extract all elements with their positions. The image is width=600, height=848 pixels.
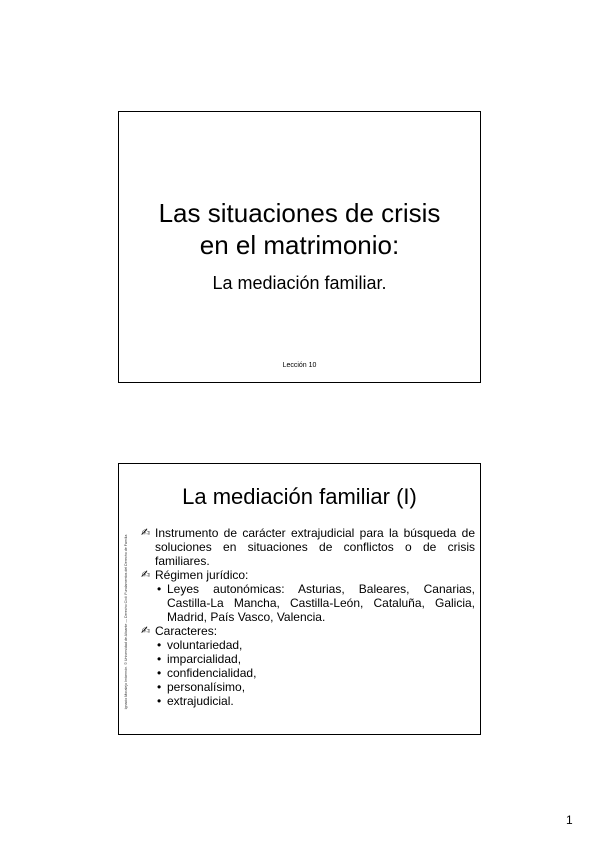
list-item-text: Régimen jurídico: <box>155 568 249 582</box>
bullet-dot: • <box>157 652 162 666</box>
list-item-text: Caracteres: <box>155 624 218 638</box>
sublist-item-text: extrajudicial. <box>167 694 234 708</box>
side-note-text: Ignacio Moralejo Imbernón. © Universidad de Alicante — Derecho Civil: Fundamentos del Derecho de Familia <box>124 534 128 710</box>
sublist-item <box>155 694 475 708</box>
sublist-item-text: imparcialidad, <box>167 652 242 666</box>
list-item <box>141 568 475 582</box>
slide-2-body <box>141 526 475 708</box>
sublist-item <box>155 666 475 680</box>
sublist-item <box>155 582 475 624</box>
slide-1-title-line-1: Las situaciones de crisis <box>158 198 441 228</box>
slide-1-title <box>119 197 480 261</box>
sublist-item-text: voluntariedad, <box>167 638 243 652</box>
bullet-dot: • <box>157 694 162 708</box>
list-item <box>141 624 475 638</box>
list-item <box>141 526 475 568</box>
slide-2 <box>118 463 481 735</box>
bullet-dot: • <box>157 638 162 652</box>
sublist-item-text: personalísimo, <box>167 680 246 694</box>
list-item-text: Instrumento de carácter extrajudicial para la búsqueda de soluciones en situaciones de conflictos o de crisis familiares. <box>155 526 475 568</box>
sublist-item-text: confidencialidad, <box>167 666 257 680</box>
bullet-dot: • <box>157 582 162 596</box>
slide-1 <box>118 111 481 383</box>
slide-1-subtitle: La mediación familiar. <box>212 273 387 293</box>
pen-icon: ✍ <box>141 625 151 637</box>
pen-icon: ✍ <box>141 527 151 539</box>
bullet-dot: • <box>157 666 162 680</box>
caracteres-sublist <box>141 638 475 708</box>
sublist-item <box>155 680 475 694</box>
slide-2-title: La mediación familiar (I) <box>182 484 417 509</box>
bullet-dot: • <box>157 680 162 694</box>
page-number: 1 <box>566 813 573 827</box>
slide-2-side-note <box>121 524 131 720</box>
pen-icon: ✍ <box>141 569 151 581</box>
regimen-sublist <box>141 582 475 624</box>
sublist-item-text: Leyes autonómicas: Asturias, Baleares, Canarias, Castilla-La Mancha, Castilla-León, Cataluña, Galicia, Madrid, País Vasco, Valencia. <box>167 582 475 624</box>
sublist-item <box>155 638 475 652</box>
slide-1-title-line-2: en el matrimonio: <box>199 230 400 260</box>
sublist-item <box>155 652 475 666</box>
slide-1-footer: Lección 10 <box>282 362 317 369</box>
